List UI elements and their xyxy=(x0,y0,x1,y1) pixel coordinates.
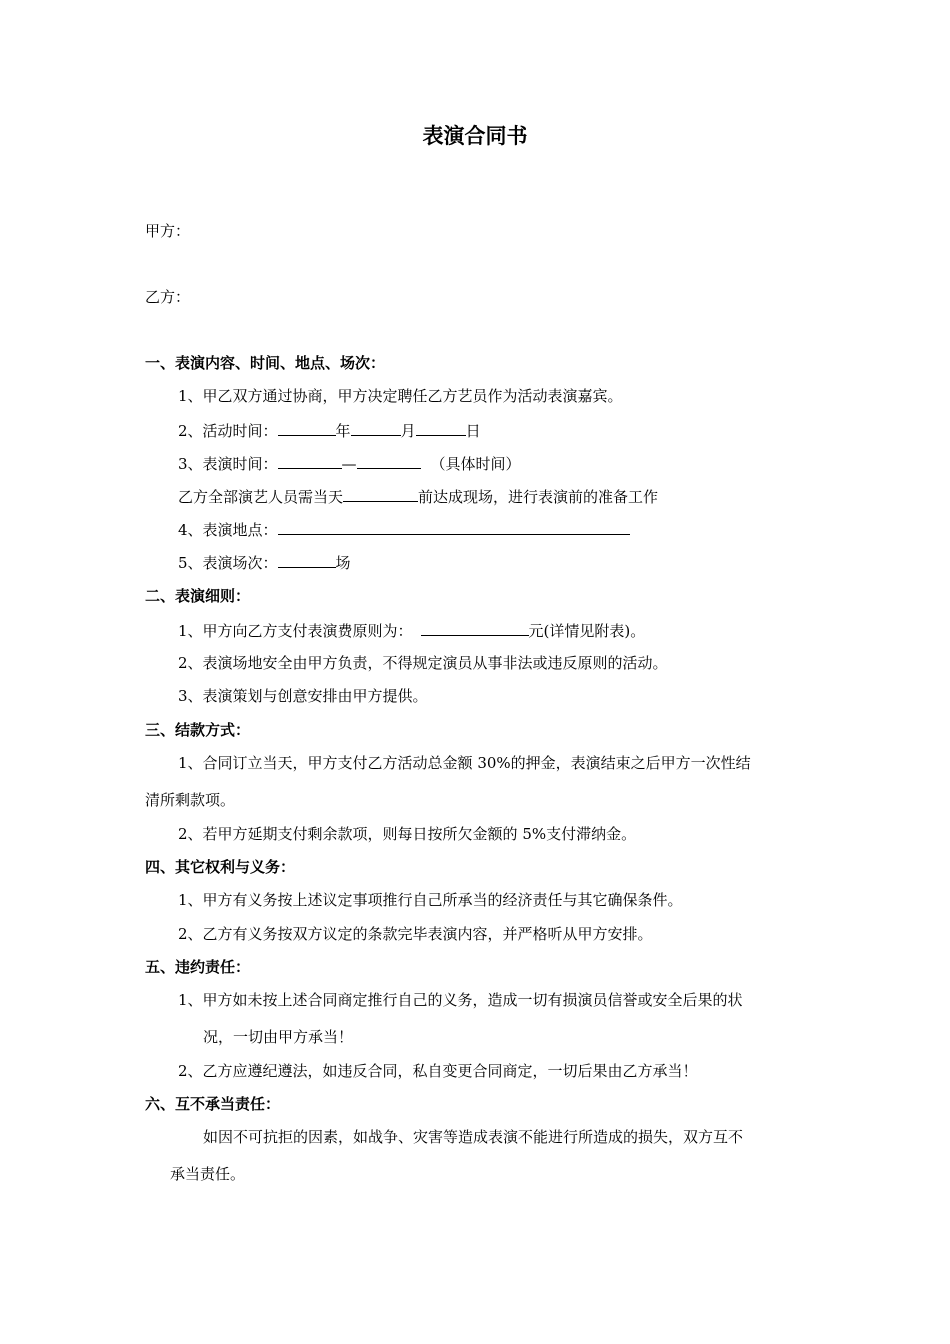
sessions-blank xyxy=(278,552,336,568)
venue-blank xyxy=(278,519,630,535)
section-5-item-1-line-2: 况，一切由甲方承当！ xyxy=(203,1028,354,1046)
day-label: 日 xyxy=(465,422,481,440)
section-4-item-2: 2、乙方有义务按双方议定的条款完毕表演内容，并严格听从甲方安排。 xyxy=(178,925,653,943)
arrival-time-blank xyxy=(343,486,418,502)
section-5-item-1-line-1: 1、甲方如未按上述合同商定推行自己的义务，造成一切有损演员信誉或安全后果的状 xyxy=(178,991,743,1009)
end-time-blank xyxy=(357,453,421,469)
year-blank xyxy=(278,420,336,436)
section-2-item-3: 3、表演策划与创意安排由甲方提供。 xyxy=(178,687,428,705)
party-b-label: 乙方： xyxy=(145,288,191,306)
section-1-item-5 xyxy=(178,552,351,573)
sessions-unit: 场 xyxy=(335,554,351,572)
section-6-heading: 六、互不承当责任： xyxy=(145,1095,281,1113)
month-label: 月 xyxy=(400,422,416,440)
section-5-heading: 五、违约责任： xyxy=(145,958,251,976)
section-1-arrival-note xyxy=(178,486,658,507)
section-1-item-2 xyxy=(178,420,481,441)
fee-label: 1、甲方向乙方支付表演费原则为： xyxy=(178,622,413,640)
section-3-item-2: 2、若甲方延期支付剩余款项，则每日按所欠金额的 5%支付滞纳金。 xyxy=(178,825,637,843)
section-4-heading: 四、其它权利与义务： xyxy=(145,858,296,876)
section-6-line-2: 承当责任。 xyxy=(170,1165,246,1183)
year-label: 年 xyxy=(335,422,351,440)
section-1-item-3 xyxy=(178,453,521,474)
section-1-item-1: 1、甲乙双方通过协商，甲方决定聘任乙方艺员作为活动表演嘉宾。 xyxy=(178,387,623,405)
section-1-item-4 xyxy=(178,519,630,540)
show-time-label: 3、表演时间： xyxy=(178,455,278,473)
start-time-blank xyxy=(278,453,342,469)
arrival-note-suffix: 前达成现场，进行表演前的准备工作 xyxy=(418,488,659,506)
section-3-heading: 三、结款方式： xyxy=(145,721,251,739)
arrival-note-prefix: 乙方全部演艺人员需当天 xyxy=(178,488,344,506)
venue-label: 4、表演地点： xyxy=(178,521,278,539)
section-1-heading: 一、表演内容、时间、地点、场次： xyxy=(145,354,386,372)
section-5-item-2: 2、乙方应遵纪遵法，如违反合同，私自变更合同商定，一切后果由乙方承当！ xyxy=(178,1062,698,1080)
section-2-item-2: 2、表演场地安全由甲方负责，不得规定演员从事非法或违反原则的活动。 xyxy=(178,654,668,672)
section-2-heading: 二、表演细则： xyxy=(145,587,251,605)
month-blank xyxy=(351,420,401,436)
section-6-line-1: 如因不可抗拒的因素，如战争、灾害等造成表演不能进行所造成的损失，双方互不 xyxy=(203,1128,744,1146)
fee-blank xyxy=(421,620,529,636)
sessions-label: 5、表演场次： xyxy=(178,554,278,572)
section-4-item-1: 1、甲方有义务按上述议定事项推行自己所承当的经济责任与其它确保条件。 xyxy=(178,891,683,909)
document-title: 表演合同书 xyxy=(422,124,528,148)
specific-time-note: （具体时间） xyxy=(430,455,521,473)
fee-suffix: 元(详情见附表)。 xyxy=(528,622,646,640)
section-3-item-1-line-1: 1、合同订立当天，甲方支付乙方活动总金额 30%的押金，表演结束之后甲方一次性结 xyxy=(178,754,751,772)
event-time-label: 2、活动时间： xyxy=(178,422,278,440)
section-3-item-1-line-2: 清所剩款项。 xyxy=(145,791,236,809)
party-a-label: 甲方： xyxy=(145,222,191,240)
day-blank xyxy=(416,420,466,436)
time-dash: — xyxy=(341,455,357,473)
section-2-item-1 xyxy=(178,620,645,641)
